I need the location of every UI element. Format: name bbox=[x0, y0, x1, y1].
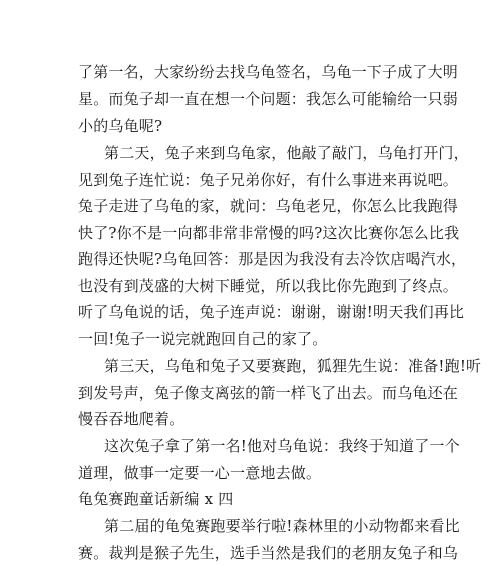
text-line: 了第一名，大家纷纷去找乌龟签名，乌龟一下子成了大明 bbox=[78, 63, 459, 81]
text-line: 慢吞吞地爬着。 bbox=[78, 410, 185, 428]
text-line: 见到兔子连忙说：兔子兄弟你好，有什么事进来再说吧。 bbox=[78, 171, 459, 189]
text-line: 到发号声，兔子像支离弦的箭一样飞了出去。而乌龟还在 bbox=[78, 384, 459, 402]
paragraph-start-line: 第二天，兔子来到乌龟家，他敲了敲门，乌龟打开门， bbox=[104, 144, 469, 162]
paragraph-start-line: 第三天，乌龟和兔子又要赛跑，狐狸先生说：准备!跑!听 bbox=[104, 357, 482, 375]
text-line: 跑得还快呢?乌龟回答：那是因为我没有去冷饮店喝汽水， bbox=[78, 250, 467, 268]
text-line: 星。而兔子却一直在想一个问题：我怎么可能输给一只弱 bbox=[78, 90, 459, 108]
text-line: 快了?你不是一向都非常非常慢的吗?这次比赛你怎么比我 bbox=[78, 224, 460, 242]
text-line: 赛。裁判是猴子先生，选手当然是我们的老朋友兔子和乌 bbox=[78, 544, 459, 562]
paragraph-start-line: 第二届的龟兔赛跑要举行啦!森林里的小动物都来看比 bbox=[104, 517, 460, 535]
text-line: 道理，做事一定要一心一意地去做。 bbox=[78, 464, 322, 482]
text-line: 兔子走进了乌龟的家，就问：乌龟老兄，你怎么比我跑得 bbox=[78, 197, 459, 215]
text-line: 一回!兔子一说完就跑回自己的家了。 bbox=[78, 330, 328, 348]
section-heading: 龟兔赛跑童话新编 x 四 bbox=[78, 490, 234, 508]
text-line: 小的乌龟呢? bbox=[78, 117, 163, 135]
paragraph-start-line: 这次兔子拿了第一名!他对乌龟说：我终于知道了一个 bbox=[104, 437, 460, 455]
text-line: 听了乌龟说的话，兔子连声说：谢谢，谢谢!明天我们再比 bbox=[78, 303, 465, 321]
text-line: 也没有到茂盛的大树下睡觉，所以我比你先跑到了终点。 bbox=[78, 277, 459, 295]
